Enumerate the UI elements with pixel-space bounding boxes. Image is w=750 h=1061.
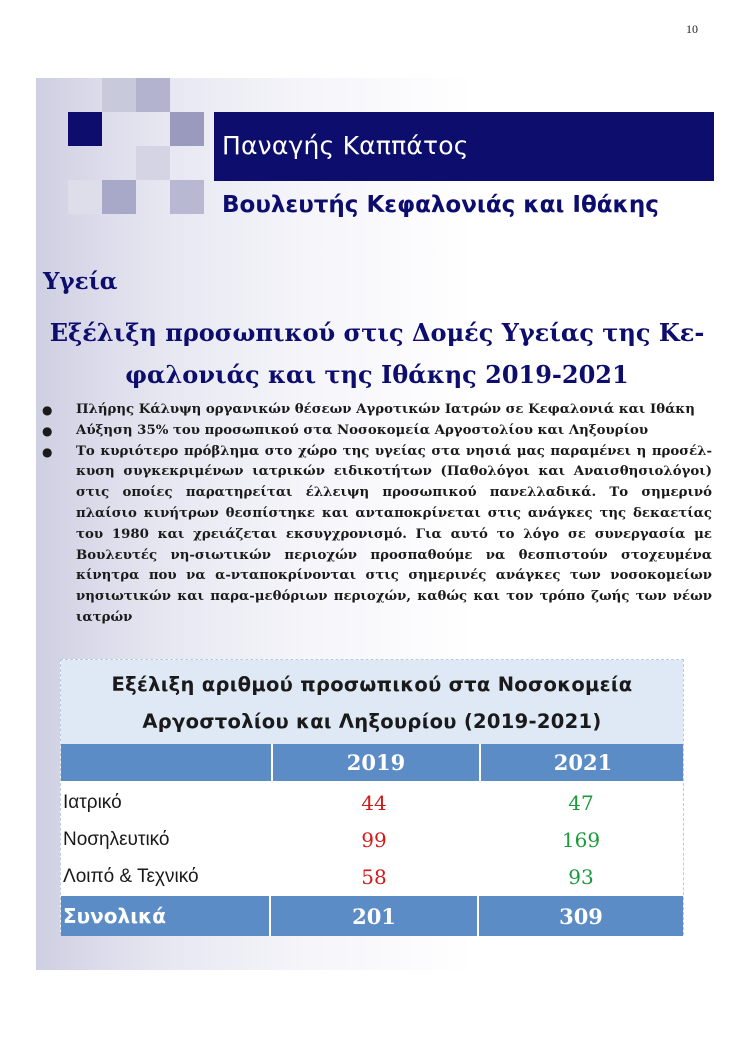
value-2019: 44 [361,791,387,815]
decorative-square [102,180,136,214]
page-title-line: φαλονιάς και της Ιθάκης 2019-2021 [125,360,629,389]
section-heading: Υγεία [43,268,118,295]
decorative-square [136,146,170,180]
value-2019: 58 [361,865,387,889]
table-title-line: Εξέλιξη αριθμού προσωπικού στα Νοσοκομεία [111,673,633,696]
value-2021: 169 [561,828,601,852]
bullet-list [38,400,712,629]
value-2021: 47 [568,791,594,815]
decorative-square [102,78,136,112]
value-2021: 93 [568,865,594,889]
bullet-icon: ● [42,403,53,417]
author-name: Παναγής Καππάτος [222,131,469,160]
decorative-square [68,112,102,146]
table-title [61,666,683,740]
decorative-square [136,78,170,112]
table-total-row [61,896,683,936]
bullet-icon: ● [42,444,53,459]
page-title [36,312,718,396]
total-2021: 309 [559,903,603,929]
bullet-icon: ● [42,423,53,438]
table-title-line: Αργοστολίου και Ληξουρίου (2019-2021) [142,710,602,733]
list-item: ● Αύξηση 35% του προσωπικού στα Νοσοκομεία Αργοστολίου και Ληξουρίου [38,421,712,442]
table-row [61,820,683,860]
total-label: Συνολικά [63,904,166,928]
table-header-row [61,744,683,781]
list-item: ● Πλήρης Κάλυψη οργανικών θέσεων Αγροτικών Ιατρών σε Κεφαλονιά και Ιθάκη [38,400,712,421]
row-label: Λοιπό & Τεχνικό [63,866,199,887]
row-label: Ιατρικό [63,792,122,813]
total-2019: 201 [352,903,396,929]
header-cell-label [61,744,271,781]
decorative-square [170,180,204,214]
page-title-line: Εξέλιξη προσωπικού στις Δομές Υγείας της Κε- [49,318,705,347]
header-cell-2021: 2021 [479,744,685,781]
table-title-box [61,660,683,744]
staff-table [60,659,684,935]
list-item: ● Το κυριότερο πρόβλημα στο χώρο της υγείας στα νησιά μας παραμένει η προσέλ-κυση συγκεκριμένων ιατρικών ειδικοτήτων (Παθολόγοι και Αναισθησιολόγοι) στις οποίες παρατηρείται έλλειψη προσωπικού πανελλαδικά. Το σημερινό πλαίσιο κινήτρων θεσπίστηκε και ανταποκρίνεται στις ανάγκες της δεκαετίας του 1980 και χρειάζεται εκσυγχρονισμό. Για αυτό το λόγο σε συνεργασία με Βουλευτές νη-σιωτικών περιοχών προσπαθούμε να θεσπιστούν στοχευμένα κίνητρα που να α-νταποκρίνονται στις σημερινές ανάγκες των νοσοκομείων νησιωτικών και παρα-μεθόριων περιοχών, καθώς και τον τρόπο ζωής των νέων ιατρών [42,443,712,625]
decorative-square [68,180,102,214]
header-cell-2019: 2019 [271,744,479,781]
decorative-square [170,112,204,146]
table-row [61,857,683,897]
page-number: 10 [686,22,698,36]
value-2019: 99 [361,828,387,852]
row-label: Νοσηλευτικό [63,829,170,850]
author-role: Βουλευτής Κεφαλονιάς και Ιθάκης [222,192,659,218]
table-row [61,783,683,823]
